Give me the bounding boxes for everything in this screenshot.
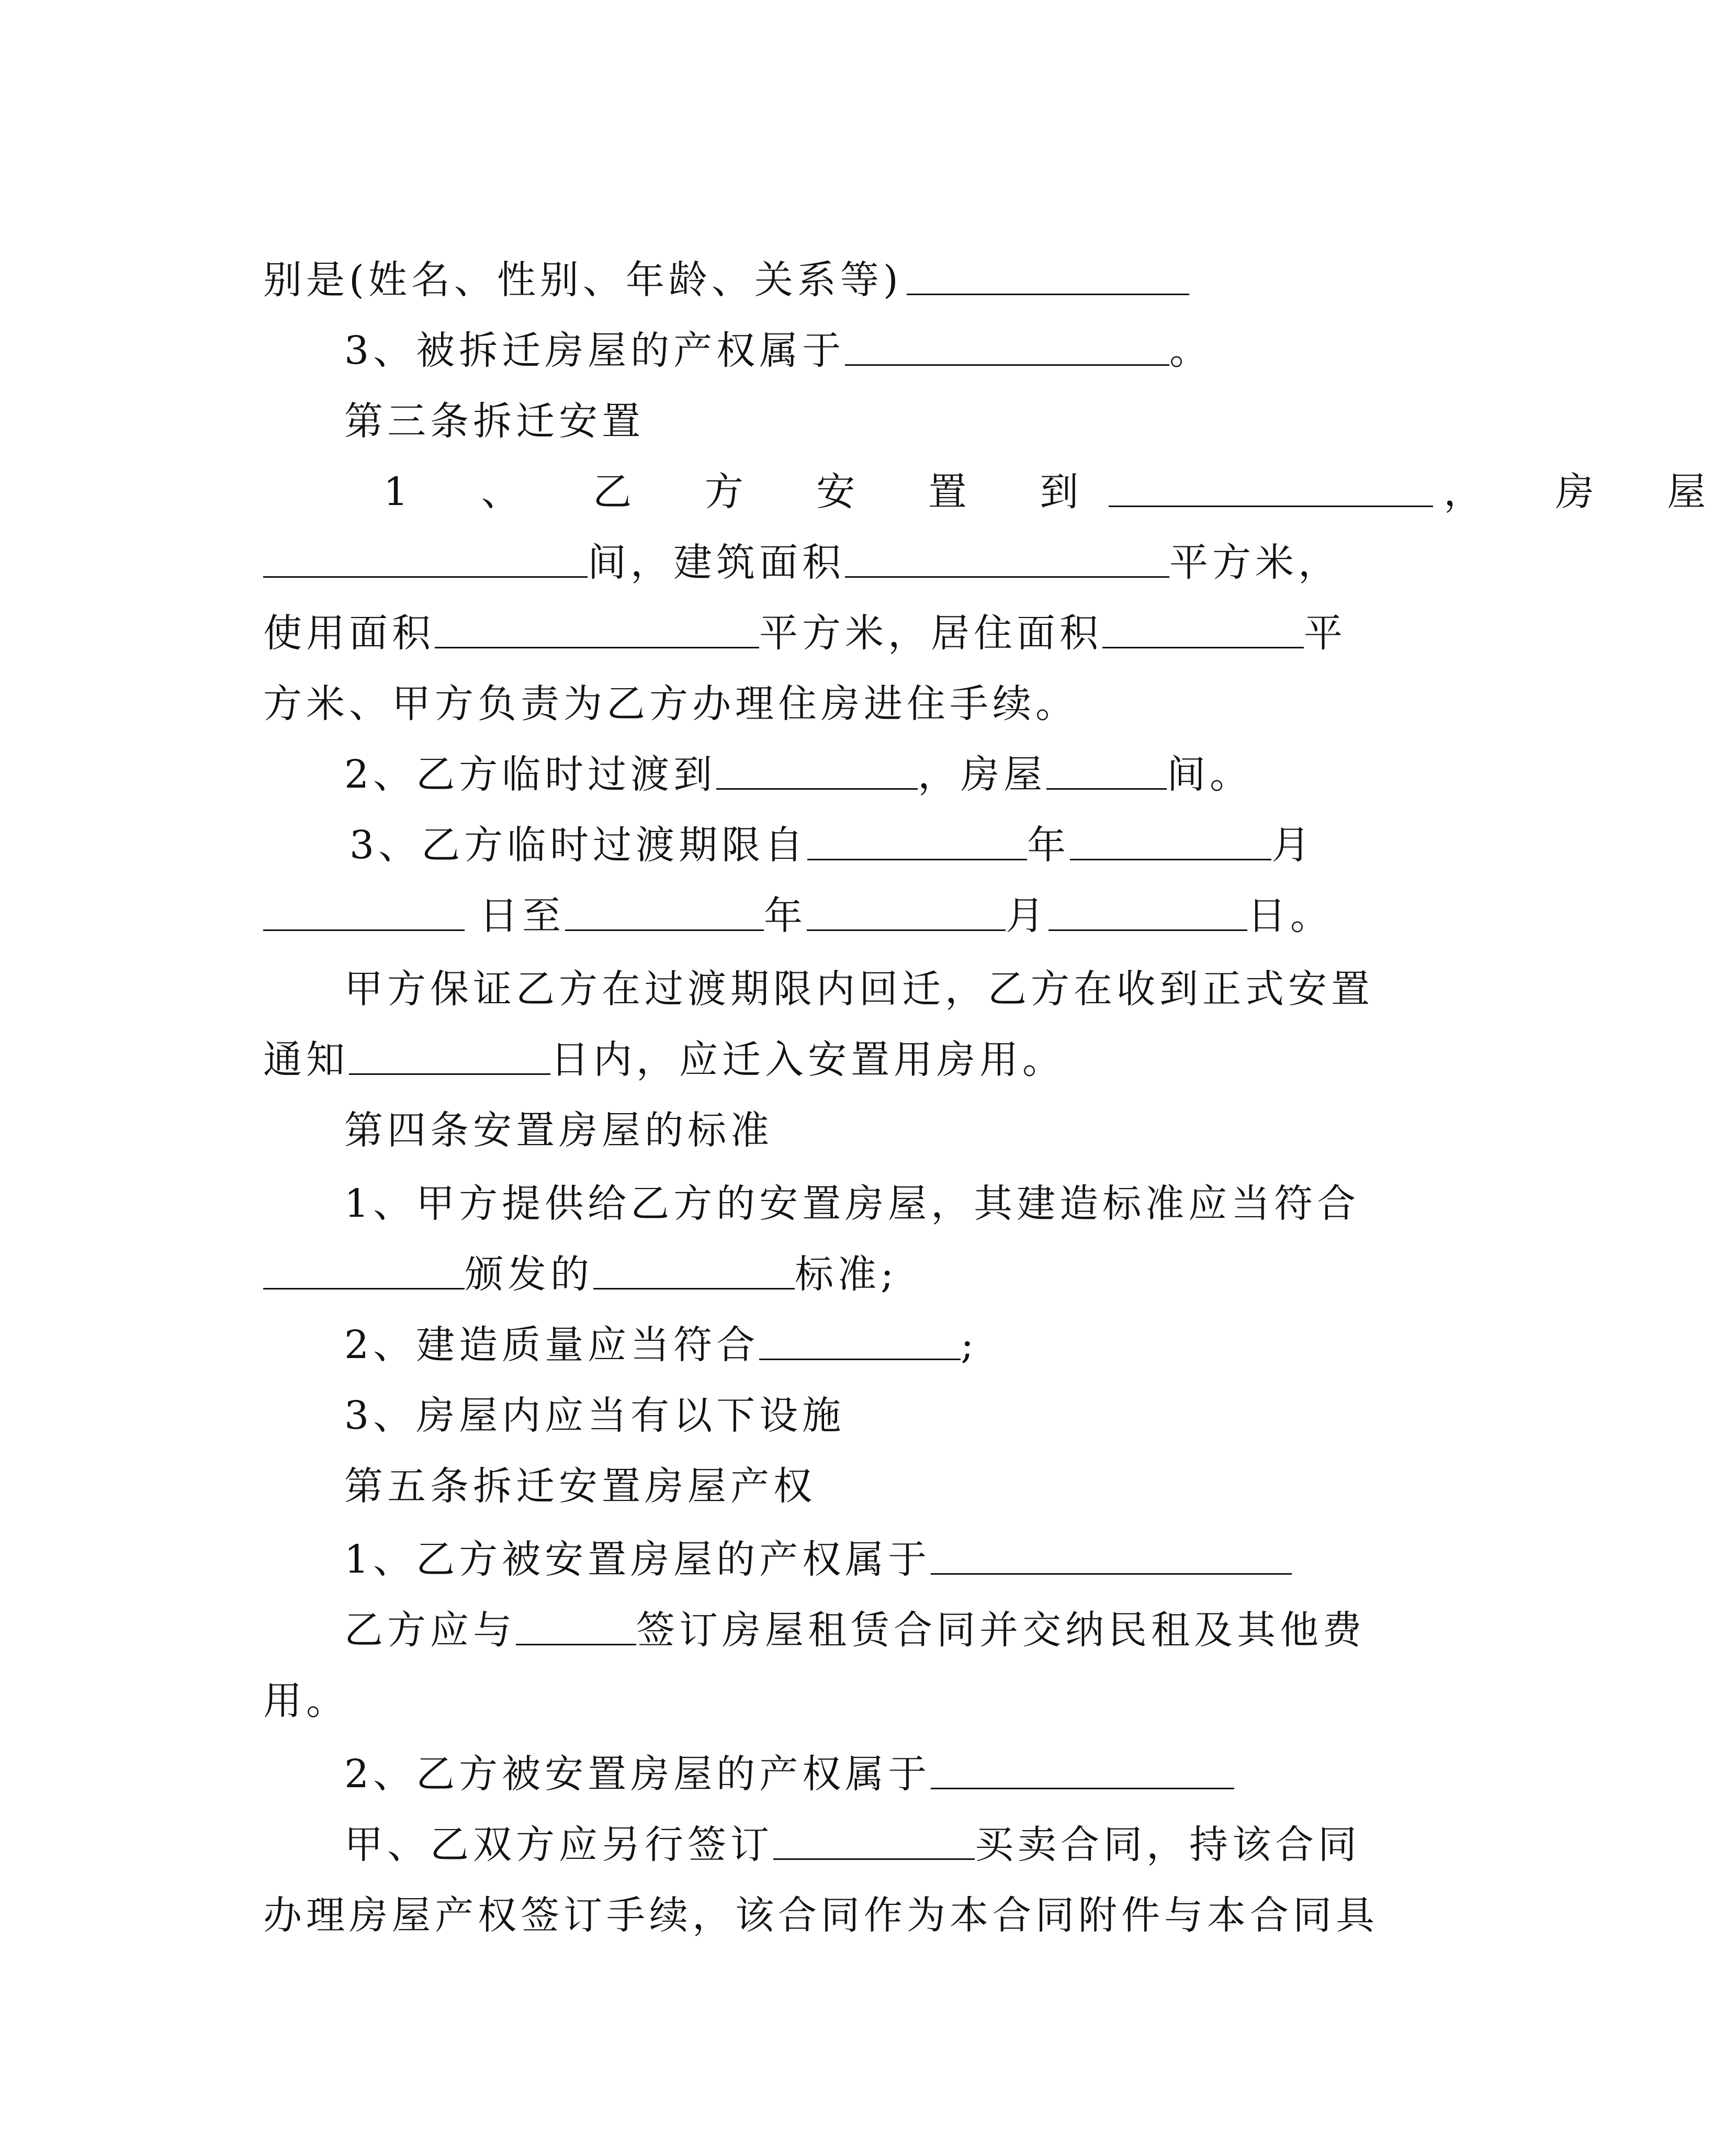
line-text: 平方米， <box>1169 540 1342 585</box>
line-text: 年 <box>1027 823 1070 868</box>
line-text: 通知 <box>263 1037 350 1082</box>
line-text: 1、乙方被安置房屋的产权属于 <box>344 1537 931 1582</box>
line-text: 2、乙方被安置房屋的产权属于 <box>344 1752 931 1797</box>
line-text: 办理房屋产权签订手续，该合同作为本合同附件与本合同具 <box>263 1893 1379 1938</box>
heading-text: 第五条拆迁安置房屋产权 <box>344 1464 817 1509</box>
line-text: 签订房屋租赁合同并交纳民租及其他费 <box>636 1608 1366 1653</box>
line-text: 平 <box>1304 611 1347 656</box>
line-text: 2、乙方临时过渡到 <box>344 752 717 797</box>
fill-in-blank <box>516 1642 636 1645</box>
line-text: 1 、 乙 方 安 置 到 <box>384 469 1109 514</box>
line-text: 2、建造质量应当符合 <box>344 1322 760 1367</box>
line-text: 月 <box>1271 823 1315 868</box>
line-text: 间，建筑面积 <box>588 540 846 585</box>
line-text: ， 房 屋 <box>1444 469 1736 514</box>
line-text: 使用面积 <box>263 611 435 656</box>
line-text: 月 <box>1006 893 1049 938</box>
heading-text: 第三条拆迁安置 <box>344 399 645 444</box>
line-text: 用。 <box>263 1678 350 1723</box>
line-text: 3、房屋内应当有以下设施 <box>344 1393 846 1438</box>
line-text: 日。 <box>1247 893 1334 938</box>
line-text: 标准; <box>795 1252 898 1297</box>
line-text: 别是(姓名、性别、年龄、关系等) <box>263 257 903 302</box>
line-text: 3、被拆迁房屋的产权属于 <box>344 328 846 373</box>
line-text: 间。 <box>1167 752 1253 797</box>
line-text: 平方米，居住面积 <box>759 611 1103 656</box>
line-text: 。 <box>1169 328 1213 373</box>
line-text: 3、乙方临时过渡期限自 <box>350 823 808 868</box>
line-text: 1、甲方提供给乙方的安置房屋，其建造标准应当符合 <box>344 1181 1360 1226</box>
fill-in-blank <box>1102 645 1304 648</box>
text-line <box>311 1552 1366 1656</box>
line-text: 甲方保证乙方在过渡期限内回迁，乙方在收到正式安置 <box>344 967 1374 1012</box>
text-line <box>230 1837 1379 1942</box>
line-text: 颁发的 <box>465 1252 594 1297</box>
line-text: 方米、甲方负责为乙方办理住房进住手续。 <box>263 681 1079 726</box>
line-text: 年 <box>764 893 807 938</box>
line-text: 日至 <box>479 893 566 938</box>
line-text: ; <box>961 1322 978 1367</box>
line-text: ，房屋 <box>918 752 1047 797</box>
heading-text: 第四条安置房屋的标准 <box>344 1108 774 1153</box>
line-text: 甲、乙双方应另行签订 <box>344 1822 774 1867</box>
line-text: 乙方应与 <box>344 1608 516 1653</box>
fill-in-blank <box>845 362 1169 366</box>
line-text: 买卖合同，持该合同 <box>975 1822 1361 1867</box>
line-text: 日内，应迁入安置用房用。 <box>550 1037 1066 1082</box>
